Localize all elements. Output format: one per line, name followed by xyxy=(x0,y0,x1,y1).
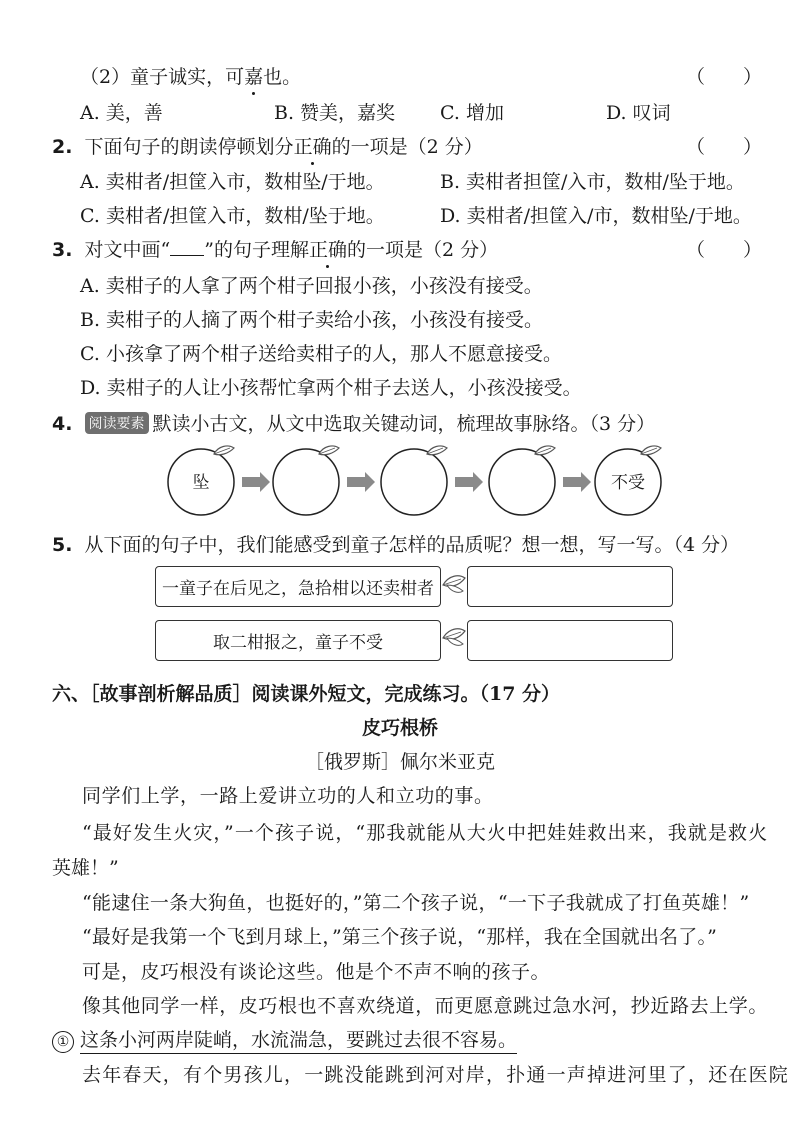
reading-element-tag: 阅读要素 xyxy=(85,412,149,434)
flow-node-2[interactable] xyxy=(273,446,339,515)
q5-stem: 5. 从下面的句子中，我们能感受到童子怎样的品质呢？想一想，写一写。（4 分） xyxy=(52,534,740,556)
q3-option-b[interactable]: B. 卖柑子的人摘了两个柑子卖给小孩，小孩没有接受。 xyxy=(80,309,544,331)
leaf-icon xyxy=(441,627,467,649)
q3-answer-paren[interactable]: （ ） xyxy=(686,239,763,261)
q2-option-a[interactable]: A. 卖柑者/担筐入市，数柑坠/于地。 xyxy=(80,171,385,193)
q5-sentence-1: 一童子在后见之，急拾柑以还卖柑者 xyxy=(155,566,441,607)
q2-option-c[interactable]: C. 卖柑者/担筐入市，数柑/坠于地。 xyxy=(80,205,385,227)
story-paragraph-2-line-1: “最好发生火灾，”一个孩子说，“那我就能从大火中把娃娃救出来，我就是救火 xyxy=(82,822,769,844)
story-paragraph-6: 像其他同学一样，皮巧根也不喜欢绕道，而更愿意跳过急水河，抄近路去上学。 xyxy=(82,995,769,1017)
flow-arrow-1 xyxy=(242,472,270,492)
q3-option-a[interactable]: A. 卖柑子的人拿了两个柑子回报小孩，小孩没有接受。 xyxy=(80,275,543,297)
flow-arrow-3 xyxy=(455,472,483,492)
q2-option-d[interactable]: D. 卖柑者/担筐入/市，数柑坠/于地。 xyxy=(440,205,752,227)
flow-node-4[interactable] xyxy=(489,446,555,515)
section-6-heading: 六、［故事剖析解品质］阅读课外短文，完成练习。（17 分） xyxy=(52,683,561,705)
q1-2-option-c[interactable]: C. 增加 xyxy=(440,102,504,124)
q3-stem: 3. 对文中画“ ”的句子理解正确的一项是（2 分） xyxy=(52,235,498,262)
q1-2-option-b[interactable]: B. 赞美，嘉奖 xyxy=(274,102,396,124)
story-paragraph-4: “最好是我第一个飞到月球上，”第三个孩子说，“那样，我在全国就出名了。” xyxy=(82,926,718,948)
underlined-sentence: 这条小河两岸陡峭，水流湍急，要跳过去很不容易。 xyxy=(80,1029,517,1054)
leaf-icon xyxy=(441,574,467,596)
story-paragraph-2-line-2: 英雄！” xyxy=(52,857,119,879)
story-author: ［俄罗斯］佩尔米亚克 xyxy=(304,751,495,773)
flow-arrow-2 xyxy=(347,472,375,492)
flow-arrow-4 xyxy=(563,472,591,492)
q1-2-answer-paren[interactable]: （ ） xyxy=(686,66,763,88)
q1-2-option-a[interactable]: A. 美，善 xyxy=(80,102,163,124)
q4-flow-diagram xyxy=(160,440,680,540)
q5-sentence-2: 取二柑报之，童子不受 xyxy=(155,620,441,661)
q1-2-stem: （2）童子诚实，可嘉也。 xyxy=(80,62,301,89)
story-paragraph-8: 去年春天，有个男孩儿，一跳没能跳到河对岸，扑通一声掉进河里了，还在医院 xyxy=(82,1064,790,1086)
story-paragraph-7 xyxy=(52,1025,517,1053)
story-paragraph-5: 可是，皮巧根没有谈论这些。他是个不声不响的孩子。 xyxy=(82,961,551,983)
q2-stem: 2. 下面句子的朗读停顿划分正确的一项是（2 分） xyxy=(52,132,483,159)
q3-blank-line xyxy=(170,239,204,256)
story-title: 皮巧根桥 xyxy=(361,717,438,739)
flow-node-1-label: 坠 xyxy=(192,473,210,493)
flow-node-5-label: 不受 xyxy=(611,473,645,493)
sentence-marker-1: ① xyxy=(52,1031,74,1053)
q5-answer-box-2[interactable] xyxy=(467,620,673,661)
flow-node-3[interactable] xyxy=(381,446,447,515)
q4-stem: 4. 阅读要素 默读小古文，从文中选取关键动词，梳理故事脉络。（3 分） xyxy=(52,413,656,435)
q3-option-d[interactable]: D. 卖柑子的人让小孩帮忙拿两个柑子去送人，小孩没接受。 xyxy=(80,377,582,399)
q3-option-c[interactable]: C. 小孩拿了两个柑子送给卖柑子的人，那人不愿意接受。 xyxy=(80,343,562,365)
story-paragraph-3: “能逮住一条大狗鱼，也挺好的，”第二个孩子说，“一下子我就成了打鱼英雄！” xyxy=(82,892,750,914)
q5-answer-box-1[interactable] xyxy=(467,566,673,607)
story-paragraph-1: 同学们上学，一路上爱讲立功的人和立功的事。 xyxy=(82,785,494,807)
q1-2-option-d[interactable]: D. 叹词 xyxy=(606,102,671,124)
q2-answer-paren[interactable]: （ ） xyxy=(686,136,763,158)
q2-option-b[interactable]: B. 卖柑者担筐/入市，数柑/坠于地。 xyxy=(440,171,745,193)
